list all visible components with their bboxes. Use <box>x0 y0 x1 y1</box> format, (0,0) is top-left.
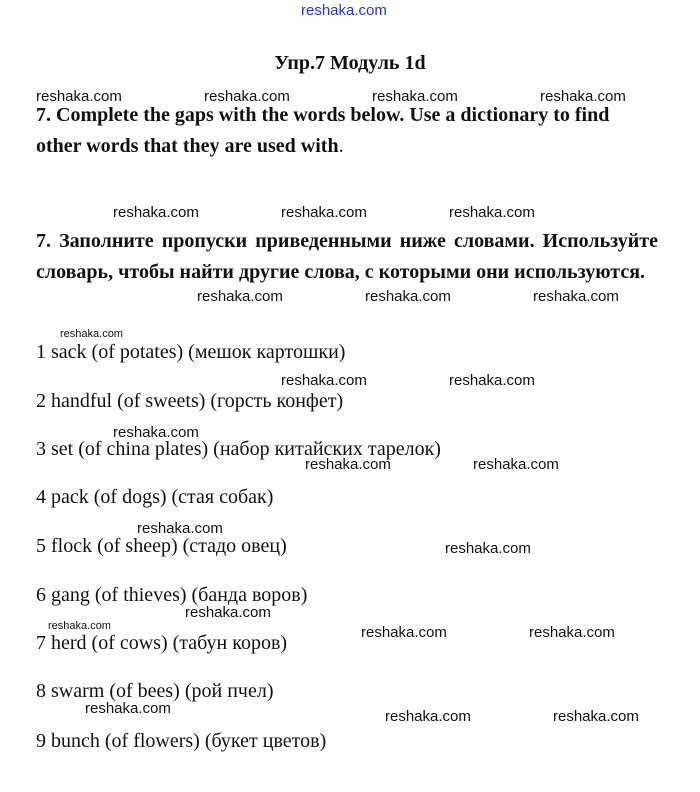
watermark: reshaka.com <box>445 540 531 557</box>
watermark: reshaka.com <box>137 520 223 537</box>
answer-item: 4 pack (of dogs) (стая собак) <box>36 486 274 508</box>
watermark: reshaka.com <box>113 424 199 441</box>
watermark: reshaka.com <box>449 204 535 221</box>
watermark: reshaka.com <box>529 624 615 641</box>
watermark: reshaka.com <box>305 456 391 473</box>
task-text-en: 7. Complete the gaps with the words below. Use a dictionary to find other words that they are used with <box>36 104 610 157</box>
watermark: reshaka.com <box>36 88 122 105</box>
answer-item: 5 flock (of sheep) (стадо овец) <box>36 535 287 557</box>
watermark: reshaka.com <box>185 604 271 621</box>
watermark: reshaka.com <box>48 620 111 632</box>
site-link[interactable]: reshaka.com <box>301 2 387 19</box>
watermark: reshaka.com <box>197 288 283 305</box>
task-instruction-en <box>36 100 658 162</box>
watermark: reshaka.com <box>553 708 639 725</box>
watermark: reshaka.com <box>365 288 451 305</box>
watermark: reshaka.com <box>113 204 199 221</box>
watermark: reshaka.com <box>361 624 447 641</box>
task-instruction-ru: 7. Заполните пропуски приведенными ниже словами. Используйте словарь, чтобы найти другие слова, с которыми они используются. <box>36 230 658 283</box>
page-title: Упр.7 Модуль 1d <box>274 52 426 74</box>
watermark: reshaka.com <box>281 204 367 221</box>
answer-item: 3 set (of china plates) (набор китайских тарелок) <box>36 438 441 460</box>
answer-item: 9 bunch (of flowers) (букет цветов) <box>36 730 327 752</box>
watermark: reshaka.com <box>85 700 171 717</box>
answer-item: 7 herd (of cows) (табун коров) <box>36 632 288 654</box>
watermark: reshaka.com <box>385 708 471 725</box>
watermark: reshaka.com <box>540 88 626 105</box>
answer-item: 2 handful (of sweets) (горсть конфет) <box>36 390 344 412</box>
task-end-mark: . <box>338 135 344 157</box>
watermark: reshaka.com <box>60 328 123 340</box>
answer-item: 1 sack (of potates) (мешок картошки) <box>36 341 346 363</box>
watermark: reshaka.com <box>204 88 290 105</box>
watermark: reshaka.com <box>533 288 619 305</box>
watermark: reshaka.com <box>372 88 458 105</box>
answer-item: 8 swarm (of bees) (рой пчел) <box>36 680 274 702</box>
watermark: reshaka.com <box>473 456 559 473</box>
answer-item: 6 gang (of thieves) (банда воров) <box>36 584 308 606</box>
watermark: reshaka.com <box>281 372 367 389</box>
watermark: reshaka.com <box>449 372 535 389</box>
